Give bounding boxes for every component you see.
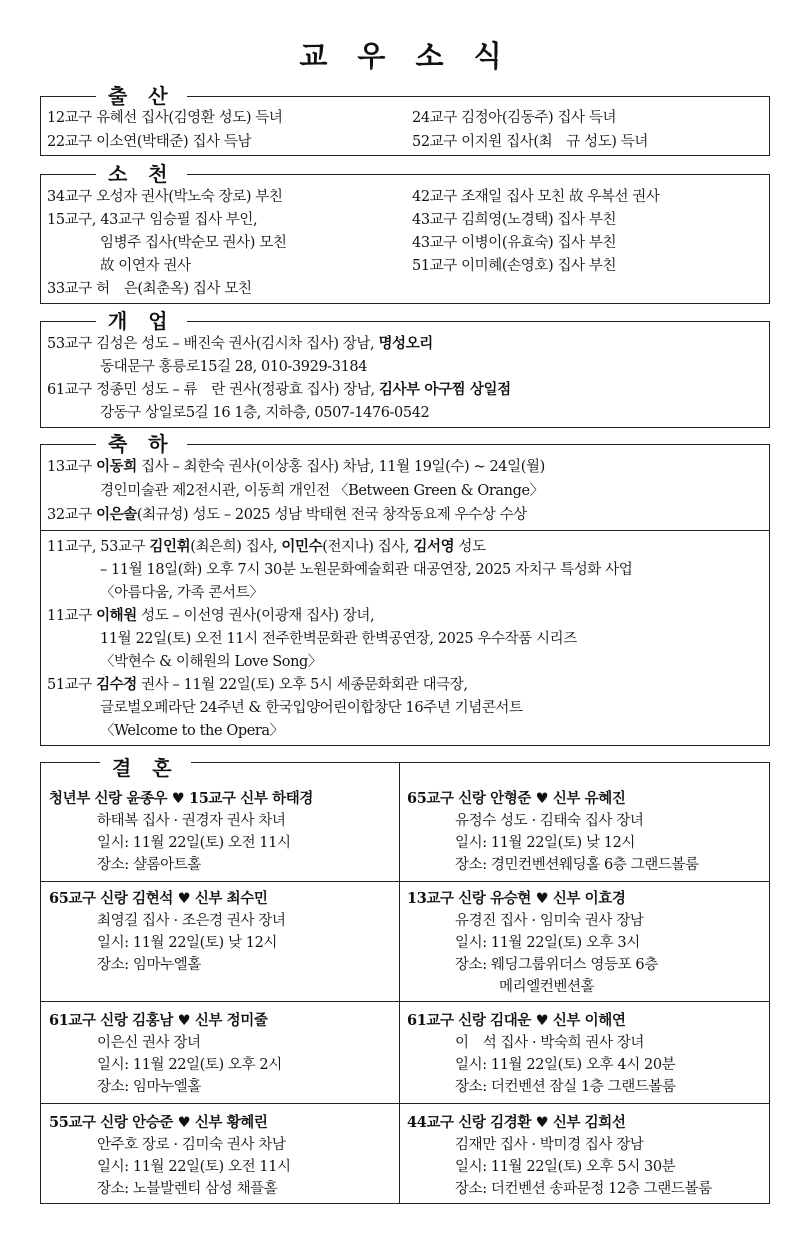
wedding-couple: 65교구 신랑 안형준 ♥ 신부 유혜진 bbox=[407, 790, 626, 807]
death-right-3: 43교구 이병이(유효숙) 집사 부친 bbox=[412, 235, 617, 251]
wedding-card bbox=[399, 1001, 771, 1103]
wedding-parents: 유경진 집사 · 임미숙 권사 장남 bbox=[455, 913, 644, 929]
birth-title: 출 산 bbox=[96, 85, 187, 107]
wedding-couple: 13교구 신랑 유승현 ♥ 신부 이효경 bbox=[407, 890, 626, 907]
congrats-5-name: 김수정 bbox=[96, 676, 137, 693]
birth-left-1: 12교구 유혜선 집사(김영환 성도) 득녀 bbox=[47, 110, 283, 126]
congrats-5-line3: 〈Welcome to the Opera〉 bbox=[100, 723, 284, 739]
congrats-3-name-2: 이민수 bbox=[281, 538, 323, 555]
wedding-venue: 장소: 경민컨벤션웨딩홀 6층 그랜드볼룸 bbox=[455, 857, 699, 873]
opening-1-address: 동대문구 홍릉로15길 28, 010-3929-3184 bbox=[100, 359, 368, 375]
wedding-card bbox=[399, 881, 771, 1001]
opening-2 bbox=[47, 380, 511, 400]
congrats-section bbox=[40, 444, 770, 746]
death-left-4: 故 이연자 권사 bbox=[100, 258, 191, 274]
wedding-parents: 이은신 권사 장녀 bbox=[97, 1035, 201, 1051]
congrats-3-name-3: 김서영 bbox=[413, 538, 455, 555]
page-title: 교 우 소 식 bbox=[299, 39, 512, 73]
congrats-4-line3: 〈박현수 & 이해원의 Love Song〉 bbox=[100, 654, 323, 670]
congrats-1-post: 집사 – 최한숙 권사(이상홍 집사) 차남, 11월 19일(수) ~ 24일(월) bbox=[136, 459, 545, 475]
wedding-couple: 61교구 신랑 김홍남 ♥ 신부 정미줄 bbox=[49, 1012, 268, 1029]
congrats-3-name-1: 김인휘 bbox=[149, 538, 191, 555]
wedding-venue: 장소: 샬롬아트홀 bbox=[97, 857, 201, 873]
wedding-couple: 61교구 신랑 김대운 ♥ 신부 이해연 bbox=[407, 1012, 626, 1029]
wedding-card bbox=[41, 1103, 399, 1205]
wedding-parents: 하태복 집사 · 권경자 권사 차녀 bbox=[97, 813, 286, 829]
wedding-date: 일시: 11월 22일(토) 낮 12시 bbox=[455, 835, 636, 851]
wedding-card bbox=[41, 1001, 399, 1103]
congrats-2-name: 이은솔 bbox=[96, 506, 137, 523]
death-left-3: 임병주 집사(박순모 권사) 모친 bbox=[100, 235, 287, 251]
opening-1-text: 53교구 김성은 성도 – 배진숙 권사(김시차 집사) 장남, bbox=[47, 336, 379, 352]
wedding-parents: 최영길 집사 · 조은경 권사 장녀 bbox=[97, 913, 286, 929]
wedding-couple: 55교구 신랑 안승준 ♥ 신부 황혜린 bbox=[49, 1114, 268, 1131]
wedding-date: 일시: 11월 22일(토) 오후 4시 20분 bbox=[455, 1057, 676, 1073]
congrats-3 bbox=[47, 537, 486, 557]
congrats-5-line2: 글로벌오페라단 24주년 & 한국입양어린이합창단 16주년 기념콘서트 bbox=[100, 700, 523, 716]
wedding-couple: 청년부 신랑 윤종우 ♥ 15교구 신부 하태경 bbox=[49, 790, 313, 807]
death-right-2: 43교구 김희영(노경택) 집사 부친 bbox=[412, 212, 617, 228]
wedding-venue: 장소: 노블발렌티 삼성 채플홀 bbox=[97, 1181, 278, 1197]
wedding-parents: 안주호 장로 · 김미숙 권사 차남 bbox=[97, 1137, 286, 1153]
congrats-5-pre: 51교구 bbox=[47, 677, 97, 693]
wedding-venue: 장소: 웨딩그룹위더스 영등포 6층 bbox=[455, 957, 658, 973]
congrats-1-pre: 13교구 bbox=[47, 459, 97, 475]
wedding-title: 결 혼 bbox=[100, 757, 191, 779]
birth-right-1: 24교구 김정아(김동주) 집사 득녀 bbox=[412, 110, 617, 126]
wedding-parents: 유정수 성도 · 김태숙 집사 장녀 bbox=[455, 813, 644, 829]
birth-left-2: 22교구 이소연(박태준) 집사 득남 bbox=[47, 134, 252, 150]
opening-1-shop: 명성오리 bbox=[378, 335, 433, 352]
wedding-venue: 장소: 임마누엘홀 bbox=[97, 1079, 201, 1095]
congrats-divider bbox=[41, 530, 769, 531]
death-left-2: 15교구, 43교구 임승필 집사 부인, bbox=[47, 212, 258, 228]
wedding-date: 일시: 11월 22일(토) 오전 11시 bbox=[97, 1159, 291, 1175]
wedding-date: 일시: 11월 22일(토) 오후 5시 30분 bbox=[455, 1159, 676, 1175]
wedding-card bbox=[399, 763, 771, 881]
opening-section bbox=[40, 321, 770, 428]
opening-2-text: 61교구 정종민 성도 – 류 란 권사(정광효 집사) 장남, bbox=[47, 382, 379, 398]
congrats-3-mid-1: (최은희) 집사, bbox=[190, 539, 282, 555]
wedding-date: 일시: 11월 22일(토) 낮 12시 bbox=[97, 935, 278, 951]
opening-2-address: 강동구 상일로5길 16 1층, 지하층, 0507-1476-0542 bbox=[100, 405, 430, 421]
congrats-1-name: 이동희 bbox=[96, 458, 137, 475]
congrats-4-name: 이해원 bbox=[96, 607, 137, 624]
congrats-2-post: (최규성) 성도 – 2025 성남 박태현 전국 창작동요제 우수상 수상 bbox=[136, 507, 527, 523]
birth-right-2: 52교구 이지원 집사(최 규 성도) 득녀 bbox=[412, 134, 648, 150]
congrats-3-line2: – 11월 18일(화) 오후 7시 30분 노원문화예술회관 대공연장, 2025 자치구 특성화 사업 bbox=[100, 562, 633, 578]
congrats-3-mid-2: (전지나) 집사, bbox=[322, 539, 414, 555]
wedding-section bbox=[40, 762, 770, 1204]
wedding-venue: 장소: 더컨벤션 송파문정 12층 그랜드볼룸 bbox=[455, 1181, 712, 1197]
congrats-1 bbox=[47, 457, 545, 477]
wedding-card bbox=[41, 881, 399, 1001]
wedding-date: 일시: 11월 22일(토) 오전 11시 bbox=[97, 835, 291, 851]
opening-title: 개 업 bbox=[96, 310, 187, 332]
death-right-1: 42교구 조재일 집사 모친 故 우복선 권사 bbox=[412, 189, 660, 205]
congrats-4-post: 성도 – 이선영 권사(이광재 집사) 장녀, bbox=[136, 608, 375, 624]
wedding-parents: 이 석 집사 · 박숙희 권사 장녀 bbox=[455, 1035, 645, 1051]
congrats-3-line3: 〈아름다움, 가족 콘서트〉 bbox=[100, 585, 264, 601]
wedding-venue-cont: 메리엘컨벤션홀 bbox=[499, 979, 595, 995]
congrats-4-line2: 11월 22일(토) 오전 11시 전주한벽문화관 한벽공연장, 2025 우수작품 시리즈 bbox=[100, 631, 577, 647]
death-left-5: 33교구 허 은(최춘옥) 집사 모친 bbox=[47, 281, 252, 297]
congrats-5 bbox=[47, 675, 468, 695]
wedding-card bbox=[41, 763, 399, 881]
wedding-date: 일시: 11월 22일(토) 오후 3시 bbox=[455, 935, 640, 951]
congrats-2 bbox=[47, 505, 527, 525]
congrats-4 bbox=[47, 606, 374, 626]
opening-1 bbox=[47, 334, 433, 354]
congrats-5-post: 권사 – 11월 22일(토) 오후 5시 세종문화회관 대극장, bbox=[136, 677, 468, 693]
congrats-2-pre: 32교구 bbox=[47, 507, 97, 523]
wedding-couple: 44교구 신랑 김경환 ♥ 신부 김희선 bbox=[407, 1114, 626, 1131]
wedding-venue: 장소: 임마누엘홀 bbox=[97, 957, 201, 973]
death-title: 소 천 bbox=[96, 163, 187, 185]
congrats-4-pre: 11교구 bbox=[47, 608, 97, 624]
congrats-1-line2: 경인미술관 제2전시관, 이동희 개인전 〈Between Green & Orange〉 bbox=[100, 483, 544, 499]
wedding-parents: 김재만 집사 · 박미경 집사 장남 bbox=[455, 1137, 644, 1153]
congrats-3-pre: 11교구, 53교구 bbox=[47, 539, 150, 555]
wedding-venue: 장소: 더컨벤션 잠실 1층 그랜드볼룸 bbox=[455, 1079, 676, 1095]
opening-2-shop: 김사부 아구찜 상일점 bbox=[378, 381, 511, 398]
wedding-couple: 65교구 신랑 김현석 ♥ 신부 최수민 bbox=[49, 890, 268, 907]
congrats-title: 축 하 bbox=[96, 433, 187, 455]
death-right-4: 51교구 이미혜(손영호) 집사 부친 bbox=[412, 258, 617, 274]
death-section bbox=[40, 174, 770, 304]
wedding-card bbox=[399, 1103, 771, 1205]
wedding-date: 일시: 11월 22일(토) 오후 2시 bbox=[97, 1057, 282, 1073]
death-left-1: 34교구 오성자 권사(박노숙 장로) 부친 bbox=[47, 189, 283, 205]
congrats-3-mid-3: 성도 bbox=[454, 539, 486, 555]
